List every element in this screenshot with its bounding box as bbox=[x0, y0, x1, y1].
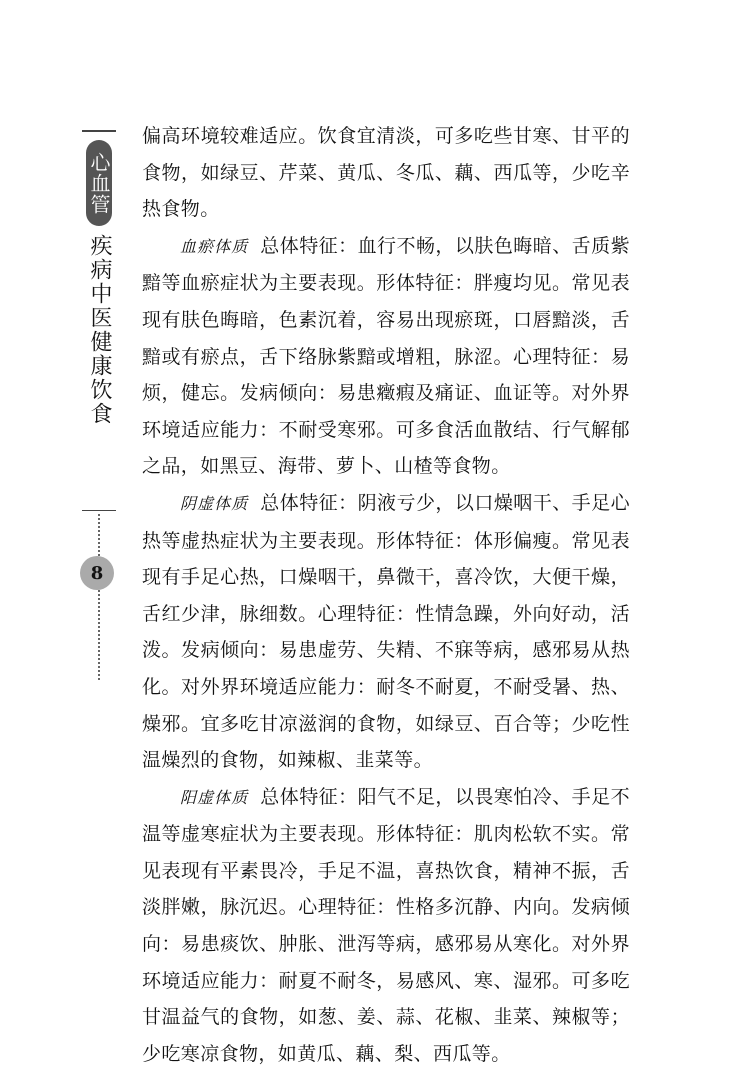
dotted-divider bbox=[98, 514, 100, 680]
book-title: 疾病中医健康饮食 bbox=[87, 234, 112, 426]
sidebar bbox=[78, 130, 118, 600]
top-rule bbox=[82, 130, 116, 132]
page-number: 8 bbox=[80, 556, 114, 590]
paragraph-blood-stasis bbox=[142, 228, 630, 485]
paragraph-yin-deficiency bbox=[142, 485, 630, 779]
paragraph bbox=[142, 118, 630, 228]
series-badge bbox=[86, 140, 112, 226]
title-divider bbox=[82, 510, 116, 511]
constitution-term: 血瘀体质 bbox=[180, 236, 249, 256]
paragraph-text: 总体特征：阴液亏少，以口燥咽干、手足心热等虚热症状为主要表现。形体特征：体形偏瘦。常见表现有手足心热，口燥咽干，鼻微干，喜冷饮，大便干燥，舌红少津，脉细数。心理特征：性情急躁，外向好动，活泼。发病倾向：易患虚劳、失精、不寐等病，感邪易从热化。对外界环境适应能力：耐冬不耐夏，不耐受暑、热、燥邪。宜多吃甘凉滋润的食物，如绿豆、百合等；少吃性温燥烈的食物，如辣椒、韭菜等。 bbox=[142, 491, 630, 772]
constitution-term: 阴虚体质 bbox=[180, 493, 249, 513]
constitution-term: 阳虚体质 bbox=[180, 787, 249, 807]
paragraph-text: 偏高环境较难适应。饮食宜清淡，可多吃些甘寒、甘平的食物，如绿豆、芹菜、黄瓜、冬瓜、藕、西瓜等，少吃辛热食物。 bbox=[142, 125, 630, 221]
paragraph-text: 总体特征：血行不畅，以肤色晦暗、舌质紫黯等血瘀症状为主要表现。形体特征：胖瘦均见。常见表现有肤色晦暗，色素沉着，容易出现瘀斑，口唇黯淡，舌黯或有瘀点，舌下络脉紫黯或增粗，脉涩。心理特征：易烦，健忘。发病倾向：易患癥瘕及痛证、血证等。对外界环境适应能力：不耐受寒邪。可多食活血散结、行气解郁之品，如黑豆、海带、萝卜、山楂等食物。 bbox=[142, 234, 630, 478]
series-label: 心血管 bbox=[87, 151, 111, 215]
paragraph-yang-deficiency bbox=[142, 779, 630, 1072]
paragraph-text: 总体特征：阳气不足，以畏寒怕冷、手足不温等虚寒症状为主要表现。形体特征：肌肉松软不实。常见表现有平素畏冷，手足不温，喜热饮食，精神不振，舌淡胖嫩，脉沉迟。心理特征：性格多沉静、内向。发病倾向：易患痰饮、肿胀、泄泻等病，感邪易从寒化。对外界环境适应能力：耐夏不耐冬，易感风、寒、湿邪。可多吃甘温益气的食物，如葱、姜、蒜、花椒、韭菜、辣椒等；少吃寒凉食物，如黄瓜、藕、梨、西瓜等。 bbox=[142, 785, 630, 1065]
page-body bbox=[142, 118, 630, 1072]
